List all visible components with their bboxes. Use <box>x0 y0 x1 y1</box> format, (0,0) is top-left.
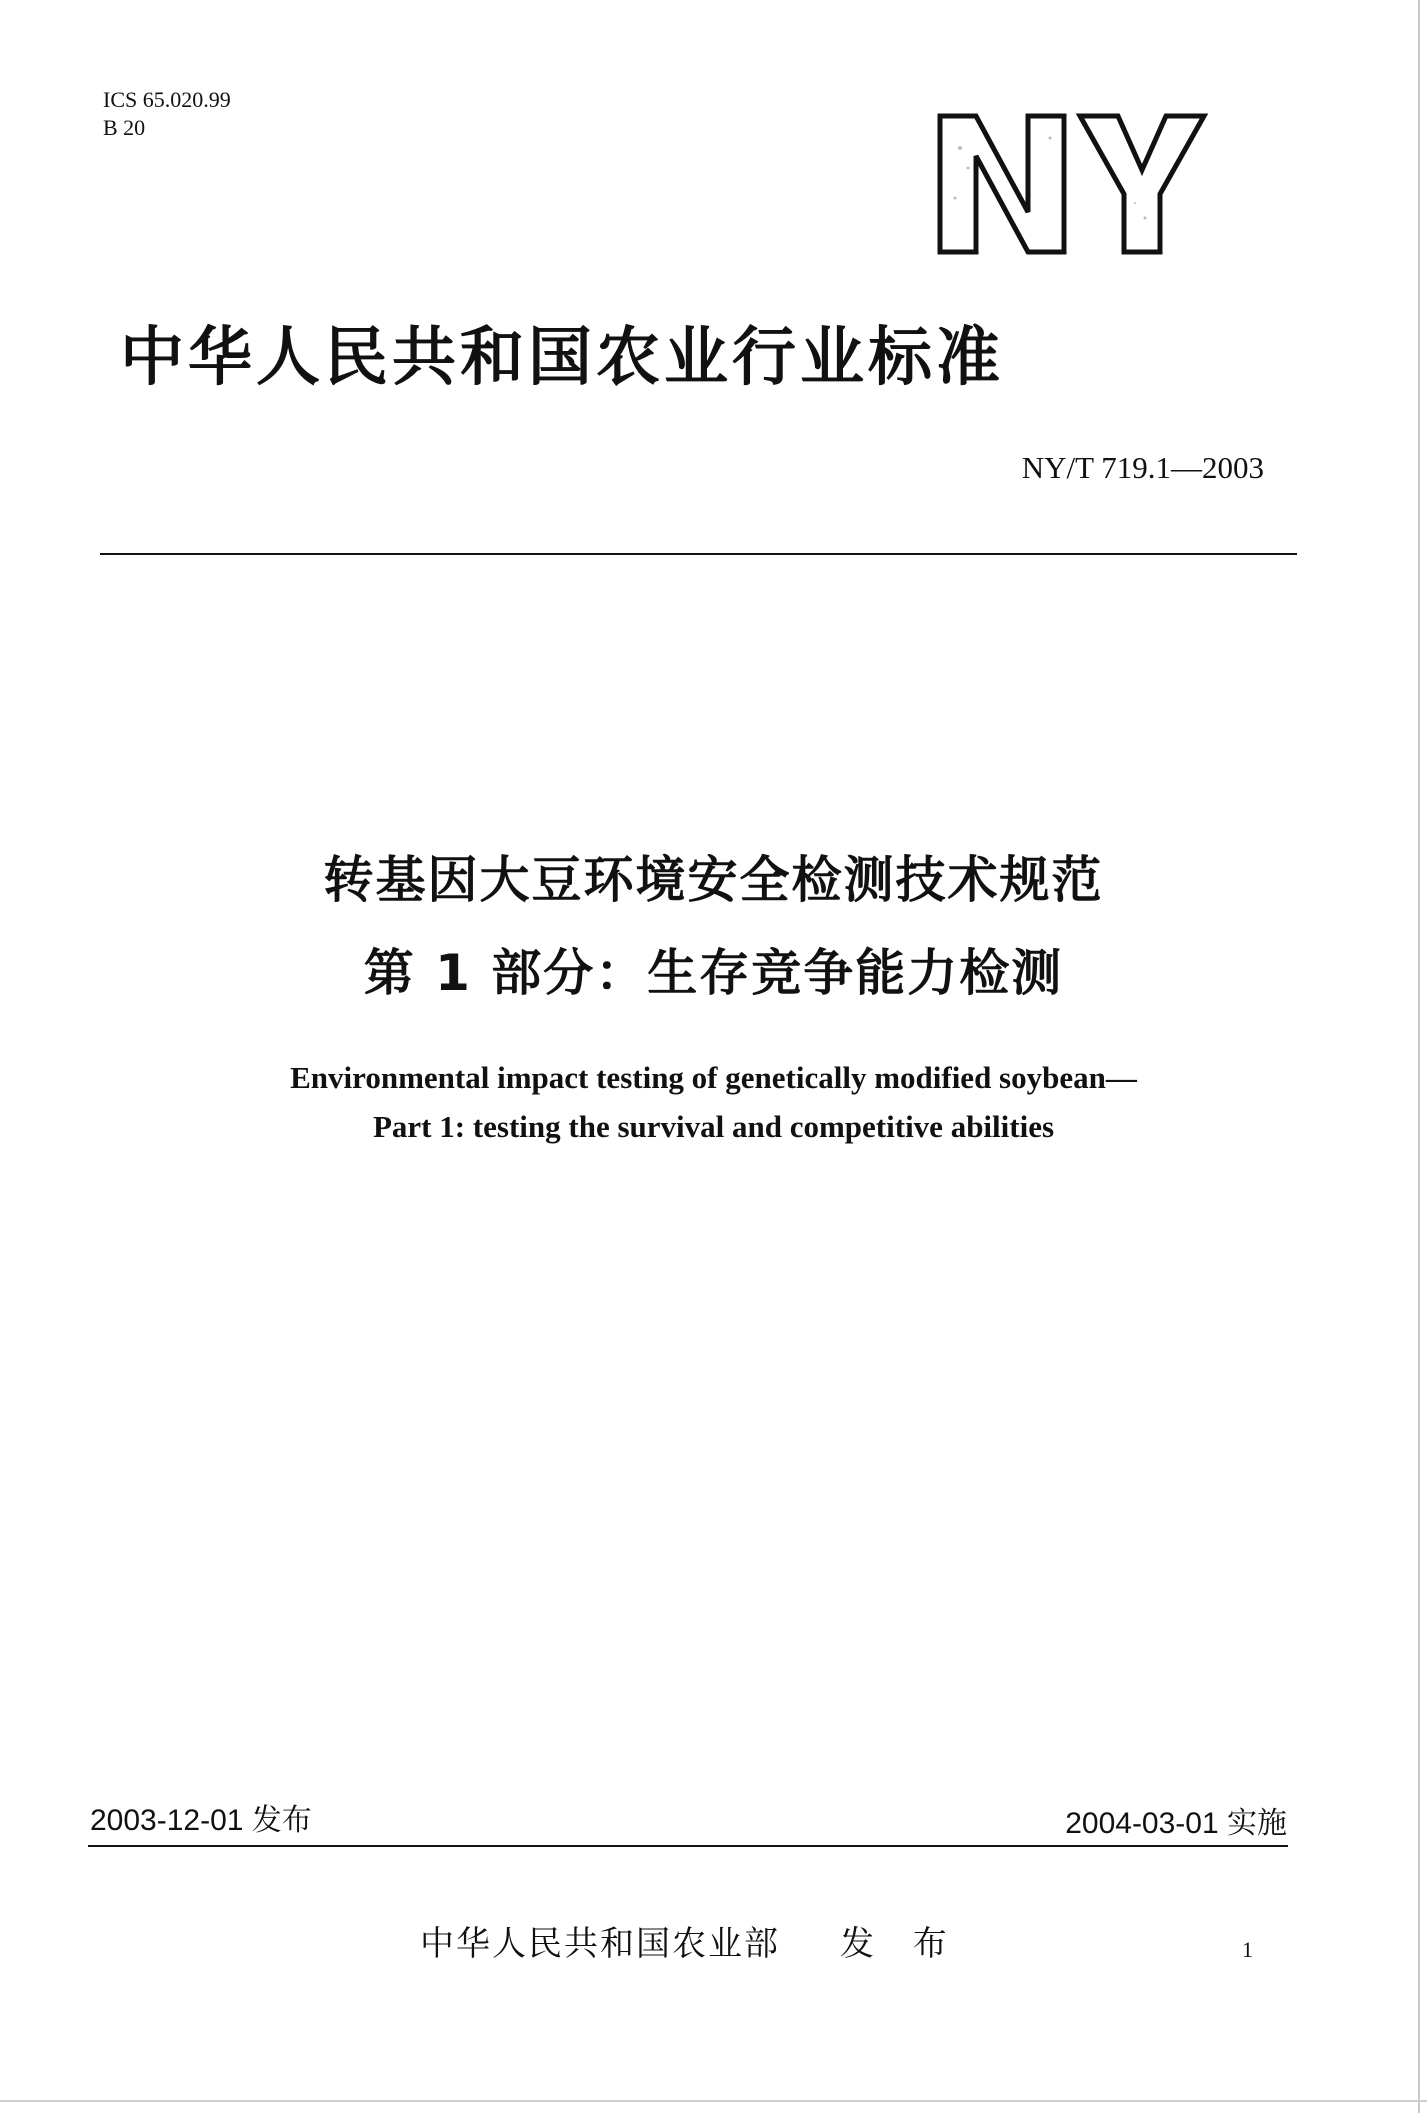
ny-logo <box>930 108 1220 260</box>
issue-date: 2003-12-01 发布 <box>90 1804 312 1837</box>
implementation-date: 2004-03-01 实施 <box>1065 1807 1287 1840</box>
ccs-code: B 20 <box>103 115 146 140</box>
top-divider <box>100 553 1297 555</box>
scan-edge-bottom <box>0 2100 1427 2102</box>
classification-codes <box>103 86 231 142</box>
ics-code: ICS 65.020.99 <box>103 87 231 112</box>
title-zh-line1: 转基因大豆环境安全检测技术规范 <box>323 851 1104 909</box>
title-zh-line2: 第 1 部分：生存竞争能力检测 <box>363 944 1064 1002</box>
issuing-authority: 中华人民共和国农业部 <box>420 1924 780 1964</box>
page-number: 1 <box>1242 1937 1253 1962</box>
standard-category-title: 中华人民共和国农业行业标准 <box>120 321 1004 395</box>
title-en-line1: Environmental impact testing of genetically modified soybean— <box>290 1060 1137 1095</box>
bottom-divider <box>88 1845 1288 1847</box>
issuer-line <box>420 1916 961 1965</box>
standard-number: NY/T 719.1—2003 <box>1021 450 1264 485</box>
title-en-line2: Part 1: testing the survival and competitive abilities <box>372 1109 1055 1144</box>
scan-edge-right <box>1418 0 1420 2113</box>
release-label: 发 布 <box>840 1924 961 1964</box>
